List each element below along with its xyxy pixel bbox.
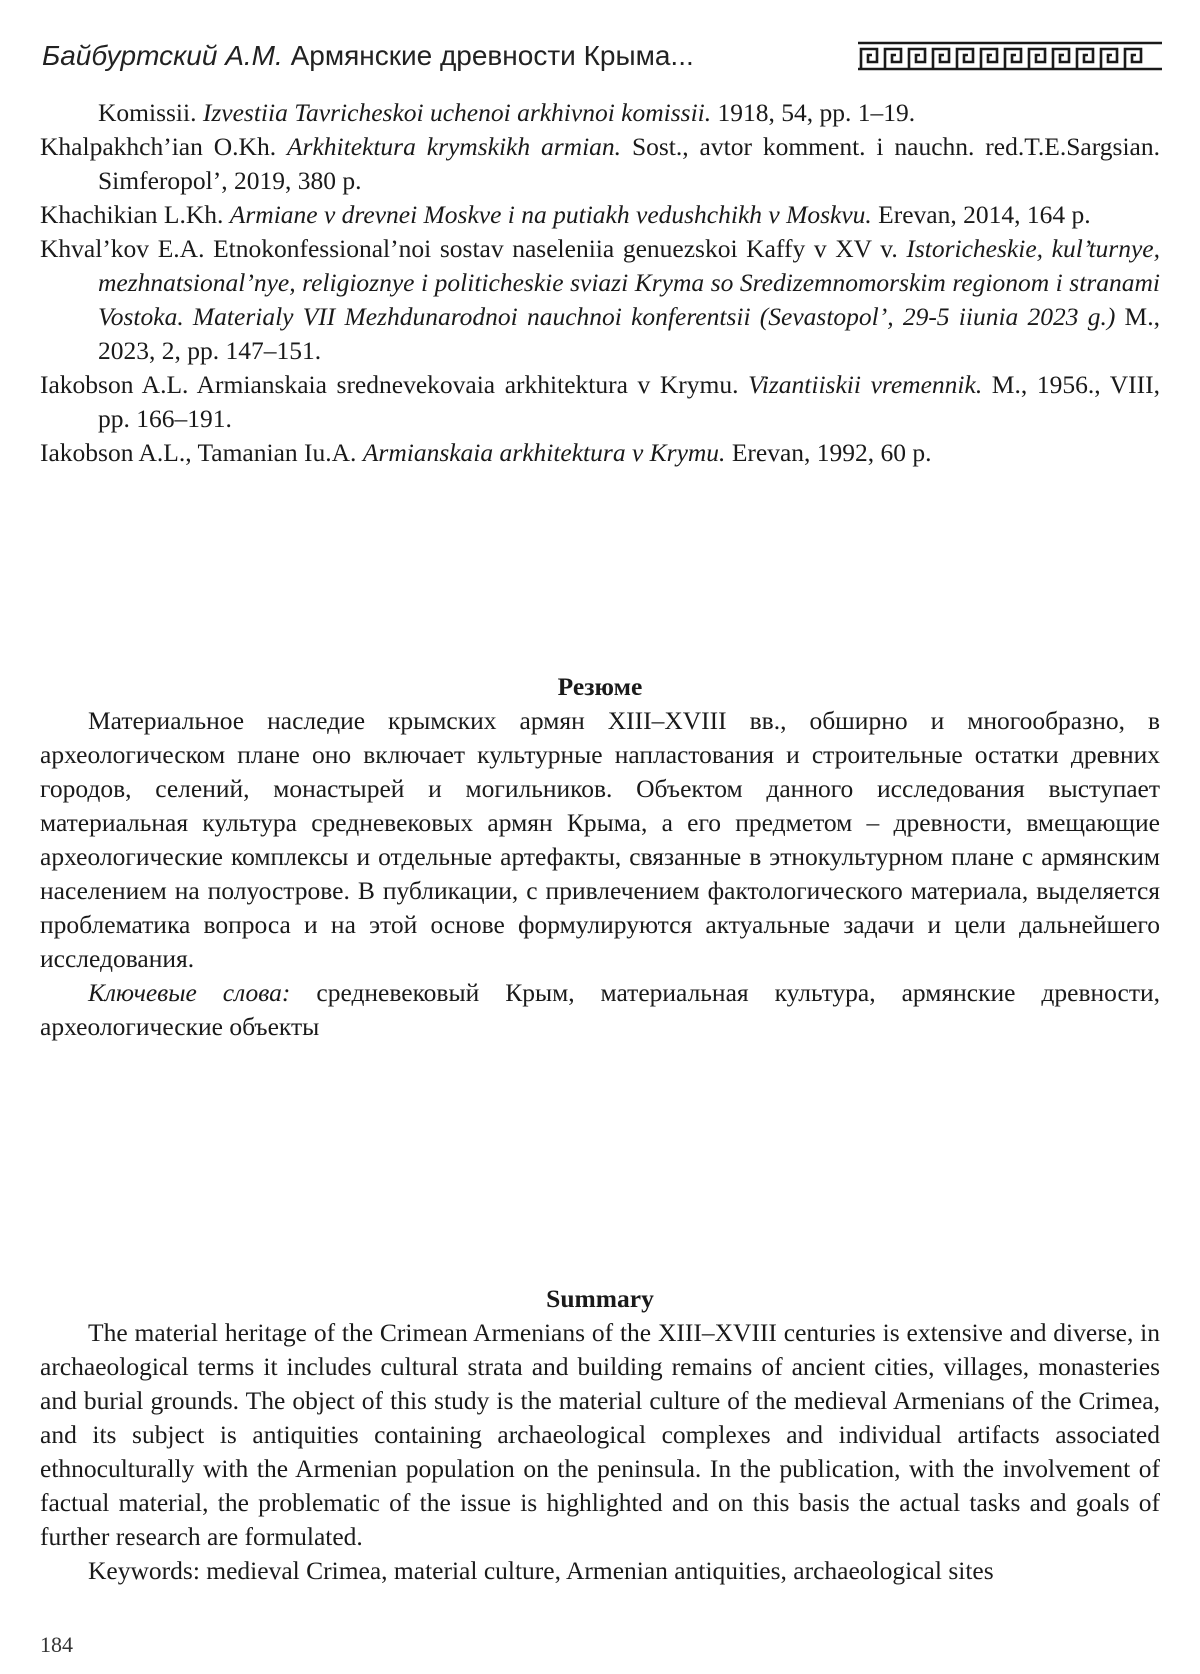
keywords-text: средневековый Крым, материальная культура, армянские древности, археологические объекты [40, 978, 1160, 1041]
reference-text: Iakobson A.L. Armianskaia srednevekovaia arkhitektura v Krymu. [40, 370, 749, 399]
summary-text: The material heritage of the Crimean Armenians of the XIII–XVIII centuries is extensive and diverse, in archaeological terms it includes cultural strata and building remains of ancient cities, villages, monasteries and burial grounds. The object of this study is the material culture of the medieval Armenians of the Crimea, and its subject is antiquities containing archaeological complexes and individual artifacts associated ethnoculturally with the Armenian population on the peninsula. In the publication, with the involvement of factual material, the problematic of the issue is highlighted and on this basis the actual tasks and goals of further research are formulated. [40, 1318, 1160, 1551]
reference-italic: Vizantiiskii vremennik. [748, 370, 983, 399]
reference-text: M., 1956., VIII, pp. 166–191. [98, 370, 1161, 433]
resume-heading: Резюме [557, 672, 643, 701]
reference-entry [40, 436, 1160, 470]
page-number: 184 [40, 1632, 73, 1657]
summary-section [40, 1282, 1160, 1588]
reference-entry [40, 368, 1160, 436]
resume-text: Материальное наследие крымских армян XIII–XVIII вв., обширно и многообразно, в археологическом плане оно включает культурные напластования и строительные остатки древних городов, селений, монастырей и могильников. Объектом данного исследования выступает материальная культура средневековых армян Крыма, а его предметом – древности, вмещающие археологические комплексы и отдельные артефакты, связанные в этнокультурном плане с армянским населением на полуострове. В публикации, с привлечением фактологического материала, выделяется проблематика вопроса и на этой основе формулируются актуальные задачи и цели дальнейшего исследования. [40, 706, 1160, 973]
header-author: Байбуртский А.М. [42, 40, 283, 71]
header-article-title: Армянские древности Крыма... [290, 40, 694, 71]
greek-key-ornament [858, 41, 1162, 71]
reference-italic: Armiane v drevnei Moskve i na putiakh vedushchikh v Moskvu. [229, 200, 872, 229]
reference-text: 1918, 54, pp. 1–19. [711, 98, 916, 127]
reference-text: Khval’kov E.A. Etnokonfessional’noi sostav naseleniia genuezskoi Kaffy v XV v. [40, 234, 907, 263]
reference-italic: Istoricheskie, kul’turnye, mezhnatsional’nye, religioznye i politicheskie sviazi Kryma so Sredizemnomorskim regionom i stranami Vostoka. Materialy VII Mezhdunarodnoi nauchnoi konferentsii (Sevastopol’, 29-5 iiunia 2023 g.) [98, 234, 1160, 331]
reference-text: Iakobson A.L., Tamanian Iu.A. [40, 438, 363, 467]
keywords-label: Ключевые слова: [88, 978, 291, 1007]
bibliography-list [40, 96, 1160, 470]
summary-heading: Summary [546, 1284, 654, 1313]
reference-text: Erevan, 2014, 164 p. [871, 200, 1091, 229]
resume-keywords [40, 976, 1160, 1044]
reference-italic: Armianskaia arkhitektura v Krymu. [362, 438, 726, 467]
reference-text: Erevan, 1992, 60 p. [725, 438, 932, 467]
reference-entry [40, 232, 1160, 368]
reference-entry [40, 130, 1160, 198]
reference-italic: Izvestiia Tavricheskoi uchenoi arkhivnoi komissii. [202, 98, 712, 127]
reference-text: M., 2023, 2, pp. 147–151. [98, 302, 1160, 365]
reference-text: Khachikian L.Kh. [40, 200, 230, 229]
resume-section [40, 670, 1160, 1044]
reference-text: Khalpakhch’ian O.Kh. [40, 132, 287, 161]
reference-entry [40, 96, 1160, 130]
running-header-title [42, 40, 694, 72]
reference-entry [40, 198, 1160, 232]
summary-keywords: Keywords: medieval Crimea, material culture, Armenian antiquities, archaeological sites [88, 1556, 994, 1585]
reference-italic: Arkhitektura krymskikh armian. [286, 132, 622, 161]
running-header [42, 36, 1162, 76]
reference-text: Komissii. [98, 98, 203, 127]
reference-text: Sost., avtor komment. i nauchn. red.T.E.Sargsian. Simferopol’, 2019, 380 p. [98, 132, 1160, 195]
